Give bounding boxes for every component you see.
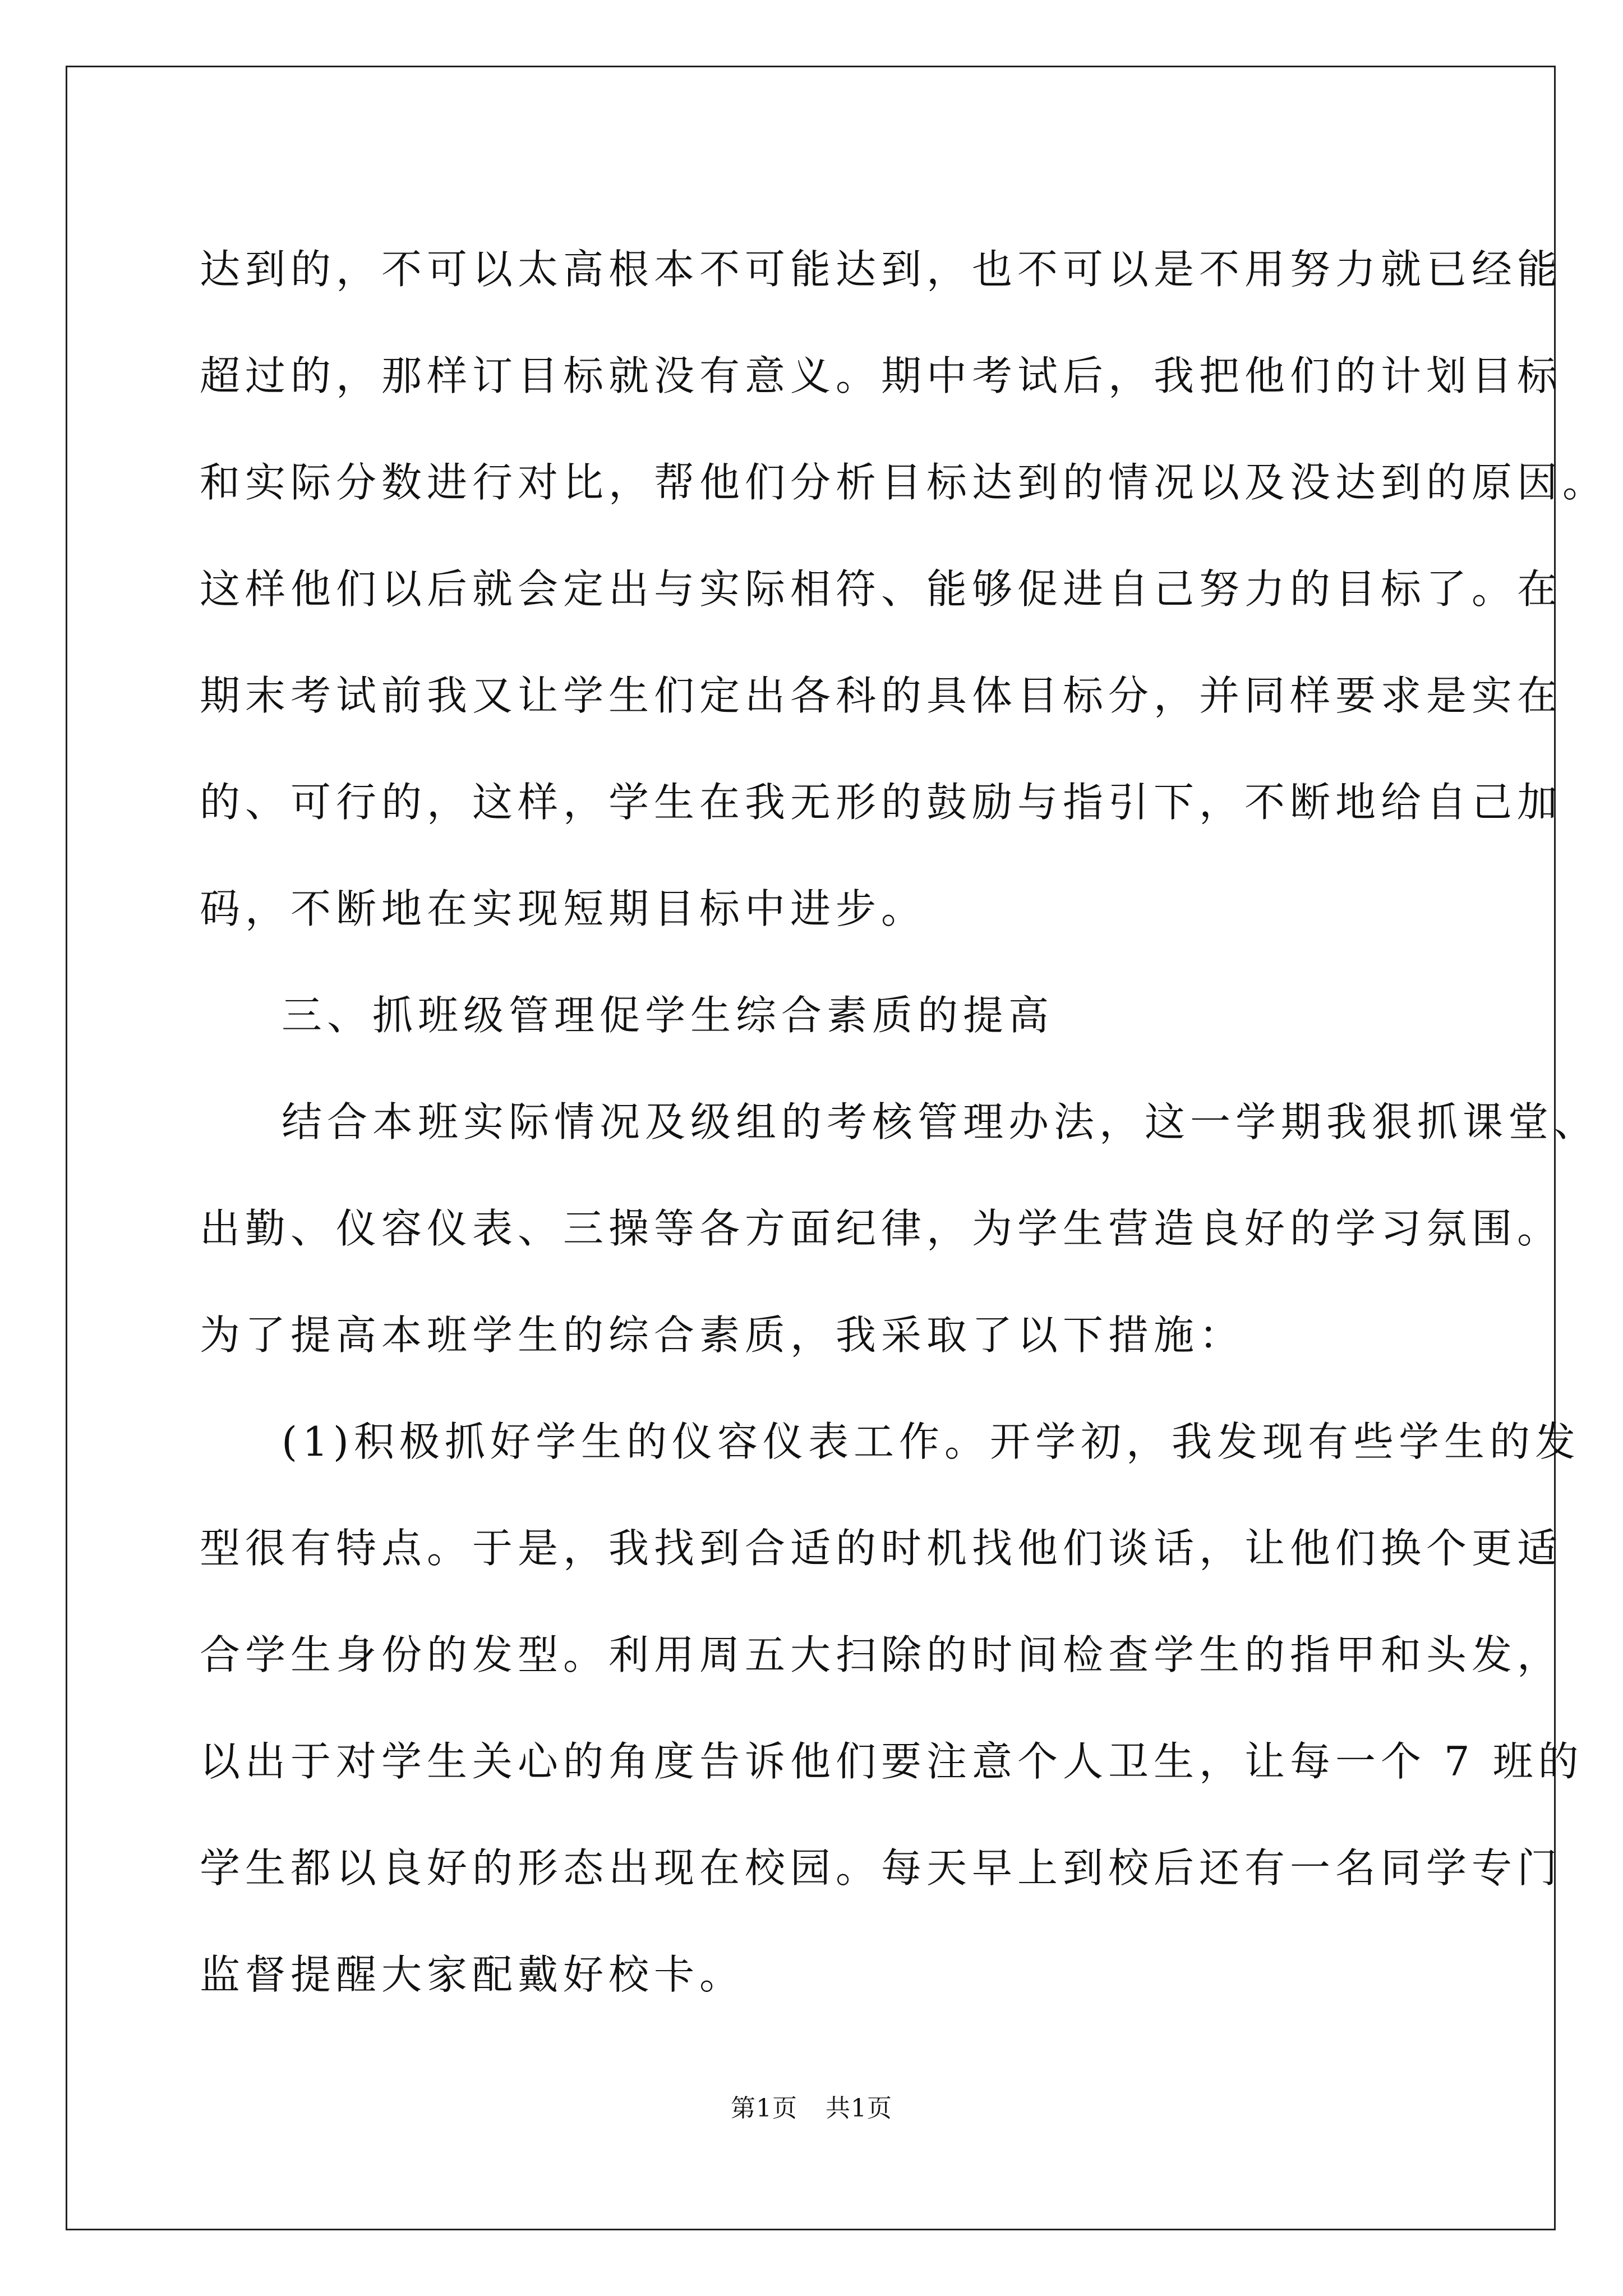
text-line: 结合本班实际情况及级组的考核管理办法，这一学期我狠抓课堂、 [282, 1098, 1599, 1145]
text-line: 达到的，不可以太高根本不可能达到，也不可以是不用努力就已经能 [200, 246, 1563, 293]
document-body [200, 216, 1608, 2028]
text-line: 合学生身份的发型。利用周五大扫除的时间检查学生的指甲和头发， [200, 1631, 1563, 1678]
text-line: 码，不断地在实现短期目标中进步。 [200, 885, 927, 932]
text-line: 以出于对学生关心的角度告诉他们要注意个人卫生，让每一个 7 班的 [200, 1738, 1584, 1785]
text-line: 出勤、仪容仪表、三操等各方面纪律，为学生营造良好的学习氛围。 [200, 1205, 1563, 1252]
text-line: 学生都以良好的形态出现在校园。每天早上到校后还有一名同学专门 [200, 1844, 1563, 1892]
section-heading: 三、抓班级管理促学生综合素质的提高 [282, 992, 1054, 1039]
text-line: 超过的，那样订目标就没有意义。期中考试后，我把他们的计划目标 [200, 352, 1563, 399]
text-line: 这样他们以后就会定出与实际相符、能够促进自己努力的目标了。在 [200, 565, 1563, 613]
text-line: 为了提高本班学生的综合素质，我采取了以下措施： [200, 1312, 1245, 1359]
page-number: 第1页 [731, 2094, 797, 2123]
text-line: (1)积极抓好学生的仪容仪表工作。开学初，我发现有些学生的发 [282, 1418, 1580, 1465]
text-line: 的、可行的，这样，学生在我无形的鼓励与指引下，不断地给自己加 [200, 779, 1563, 826]
page-footer [0, 2088, 1623, 2124]
text-line: 型很有特点。于是，我找到合适的时机找他们谈话，让他们换个更适 [200, 1525, 1563, 1572]
page-total: 共1页 [826, 2094, 892, 2123]
text-line: 监督提醒大家配戴好校卡。 [200, 1951, 745, 1998]
text-line: 期末考试前我又让学生们定出各科的具体目标分，并同样要求是实在 [200, 672, 1563, 719]
text-line: 和实际分数进行对比，帮他们分析目标达到的情况以及没达到的原因。 [200, 459, 1608, 506]
